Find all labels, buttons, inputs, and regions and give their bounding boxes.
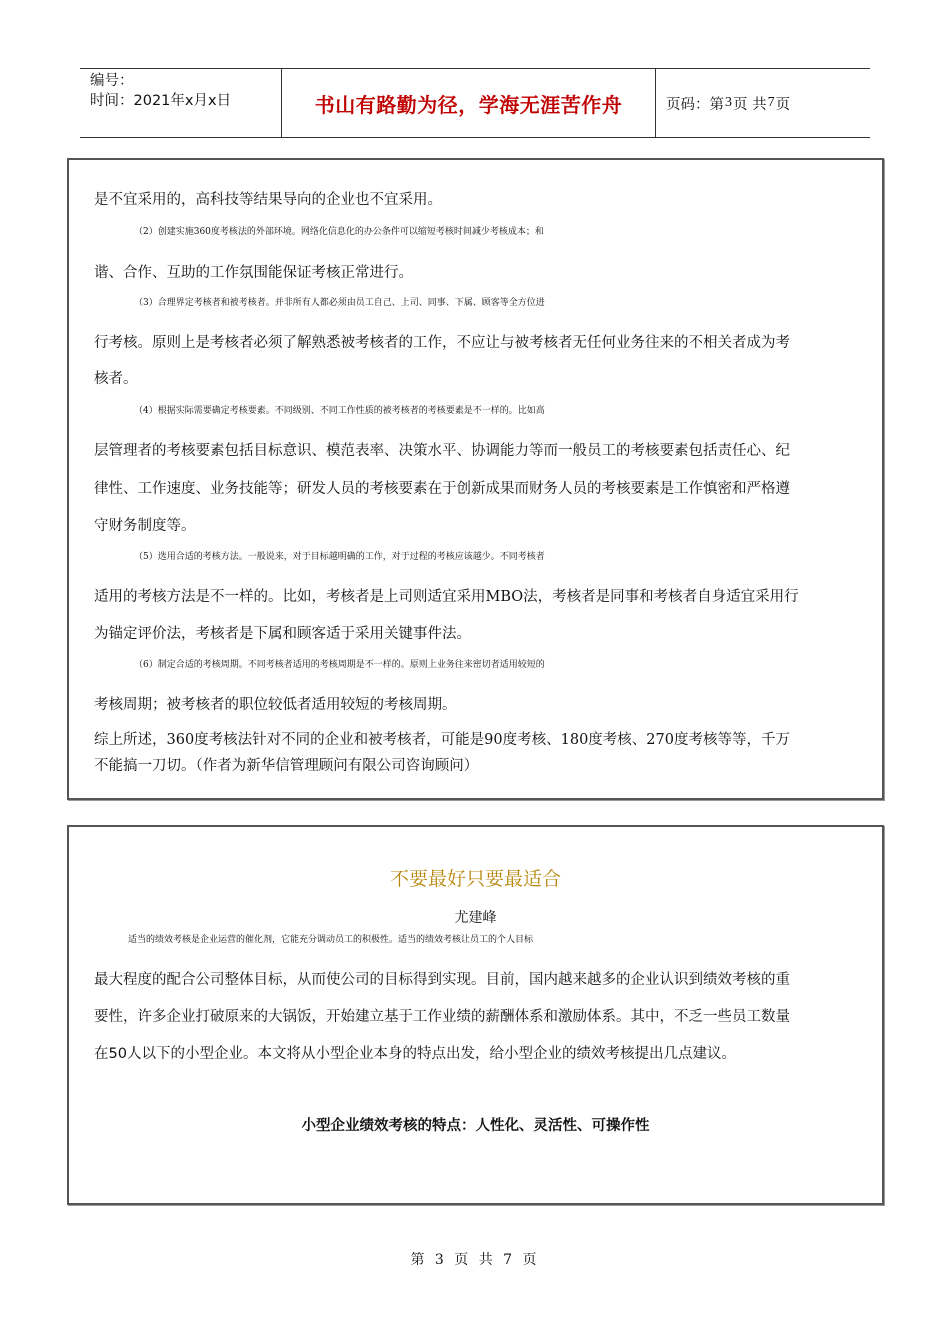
header-left-cell bbox=[80, 69, 282, 137]
paragraph-line: 综上所述，360度考核法针对不同的企业和被考核者，可能是90度考核、180度考核、270度考核等等，千万 bbox=[94, 732, 790, 748]
page-footer: 第 3 页 共 7 页 bbox=[410, 1252, 540, 1268]
page-prefix: 页码：第 bbox=[666, 96, 724, 113]
doc-date: 时间：2021年x月x日 bbox=[90, 93, 232, 109]
paragraph-line: （3）合理界定考核者和被考核者。并非所有人都必须由员工自己、上司、同事、下属、顾客等全方位进 bbox=[134, 298, 545, 308]
paragraph-line: 层管理者的考核要素包括目标意识、模范表率、决策水平、协调能力等而一般员工的考核要素包括责任心、纪 bbox=[94, 443, 790, 459]
paragraph-line: 适用的考核方法是不一样的。比如，考核者是上司则适宜采用MBO法，考核者是同事和考核者自身适宜采用行 bbox=[94, 589, 799, 605]
paragraph-line: 核者。 bbox=[94, 371, 138, 387]
paragraph-line: 行考核。原则上是考核者必须了解熟悉被考核者的工作，不应让与被考核者无任何业务往来的不相关者成为考 bbox=[94, 335, 790, 351]
article-title: 不要最好只要最适合 bbox=[389, 868, 561, 890]
page-current: 3 bbox=[725, 95, 732, 110]
page-mid: 页 共 bbox=[733, 96, 767, 113]
page-total: 7 bbox=[767, 95, 775, 110]
paragraph-line: 在50人以下的小型企业。本文将从小型企业本身的特点出发，给小型企业的绩效考核提出几点建议。 bbox=[94, 1046, 736, 1062]
article-author: 尤建峰 bbox=[454, 910, 497, 926]
paragraph-line: 最大程度的配合公司整体目标，从而使公司的目标得到实现。目前，国内越来越多的企业认识到绩效考核的重 bbox=[94, 972, 790, 988]
paragraph-line: 谐、合作、互助的工作氛围能保证考核正常进行。 bbox=[94, 265, 413, 281]
paragraph-line: 要性，许多企业打破原来的大锅饭，开始建立基于工作业绩的薪酬体系和激励体系。其中，不乏一些员工数量 bbox=[94, 1009, 790, 1025]
doc-number-label: 编号： bbox=[90, 73, 134, 89]
paragraph-line: 律性、工作速度、业务技能等；研发人员的考核要素在于创新成果而财务人员的考核要素是工作慎密和严格遵 bbox=[94, 481, 790, 497]
header-page-info bbox=[656, 69, 870, 137]
paragraph-line: 适当的绩效考核是企业运营的催化剂，它能充分调动员工的积极性。适当的绩效考核让员工的个人目标 bbox=[128, 935, 534, 945]
paragraph-line: 是不宜采用的，高科技等结果导向的企业也不宜采用。 bbox=[94, 192, 442, 208]
paragraph-line: （6）制定合适的考核周期。不同考核者适用的考核周期是不一样的。原则上业务往来密切者适用较短的 bbox=[134, 660, 545, 670]
section-subheading: 小型企业绩效考核的特点：人性化、灵活性、可操作性 bbox=[301, 1118, 650, 1134]
paragraph-line: 不能搞一刀切。（作者为新华信管理顾问有限公司咨询顾问） bbox=[94, 758, 479, 774]
paragraph-line: 守财务制度等。 bbox=[94, 518, 196, 534]
page-suffix: 页 bbox=[775, 96, 791, 113]
paragraph-line: 为锚定评价法，考核者是下属和顾客适于采用关键事件法。 bbox=[94, 626, 471, 642]
paragraph-line: （4）根据实际需要确定考核要素。不同级别、不同工作性质的被考核者的考核要素是不一样的。比如高 bbox=[134, 406, 545, 416]
paragraph-line: （5）选用合适的考核方法。一般说来，对于目标越明确的工作，对于过程的考核应该越少。不同考核者 bbox=[134, 552, 545, 562]
page-header bbox=[80, 68, 870, 138]
paragraph-line: 考核周期；被考核者的职位较低者适用较短的考核周期。 bbox=[94, 697, 457, 713]
paragraph-line: （2）创建实施360度考核法的外部环境。网络化信息化的办公条件可以缩短考核时间减少考核成本；和 bbox=[134, 227, 544, 237]
header-motto: 书山有路勤为径，学海无涯苦作舟 bbox=[282, 69, 656, 137]
